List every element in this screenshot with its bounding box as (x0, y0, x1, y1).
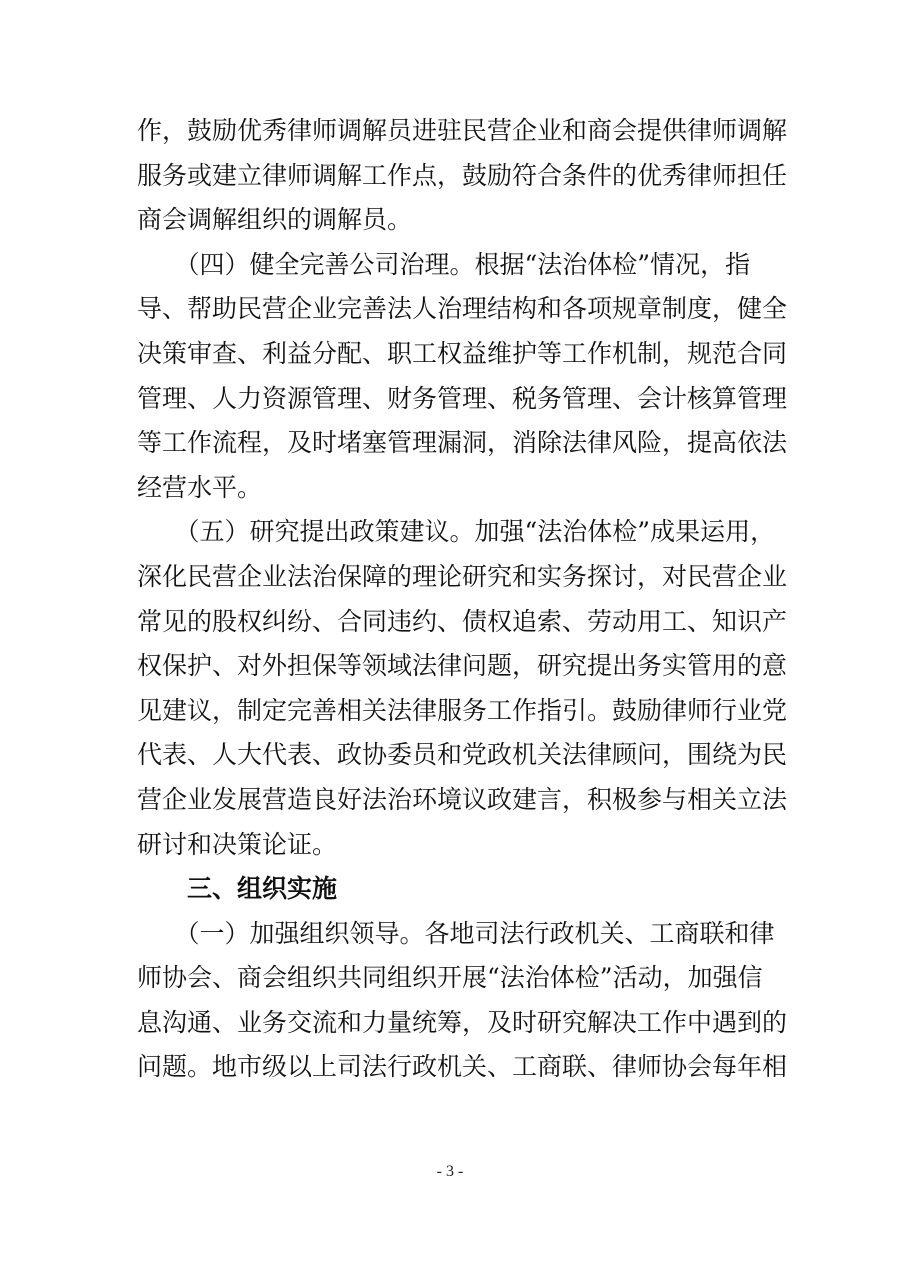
text-line: 常见的股权纠纷、合同违约、债权追索、劳动用工、知识产 (137, 606, 788, 636)
text-line: 师协会、商会组织共同组织开展“法治体检”活动，加强信 (137, 963, 763, 993)
text-line: 权保护、对外担保等领域法律问题，研究提出务实管用的意 (137, 651, 788, 681)
page-number: - 3 - (436, 1163, 464, 1180)
text-line: 营企业发展营造良好法治环境议政建言，积极参与相关立法 (137, 784, 788, 814)
text-line: （五）研究提出政策建议。加强“法治体检”成果运用， (137, 517, 776, 547)
text-line: （四）健全完善公司治理。根据“法治体检”情况，指 (137, 249, 751, 279)
text-line: 服务或建立律师调解工作点，鼓励符合条件的优秀律师担任 (137, 160, 788, 190)
text-line: 作，鼓励优秀律师调解员进驻民营企业和商会提供律师调解 (137, 116, 788, 145)
body-text (137, 109, 788, 1090)
text-line: 问题。地市级以上司法行政机关、工商联、律师协会每年相 (137, 1052, 788, 1082)
text-line: 见建议，制定完善相关法律服务工作指引。鼓励律师行业党 (137, 695, 788, 725)
text-line: （一）加强组织领导。各地司法行政机关、工商联和律 (137, 918, 775, 948)
text-line: 深化民营企业法治保障的理论研究和实务探讨，对民营企业 (137, 561, 788, 591)
text-line: 决策审查、利益分配、职工权益维护等工作机制，规范合同 (137, 338, 788, 368)
text-line: 代表、人大代表、政协委员和党政机关法律顾问，围绕为民 (137, 740, 788, 770)
section-heading: 三、组织实施 (137, 874, 338, 904)
text-line: 商会调解组织的调解员。 (137, 205, 413, 235)
text-line: 导、帮助民营企业完善法人治理结构和各项规章制度，健全 (137, 294, 788, 324)
text-line: 息沟通、业务交流和力量统筹，及时研究解决工作中遇到的 (137, 1007, 788, 1037)
text-line: 管理、人力资源管理、财务管理、税务管理、会计核算管理 (137, 383, 788, 413)
text-line: 经营水平。 (137, 472, 263, 502)
text-line: 研讨和决策论证。 (137, 829, 338, 859)
text-line: 等工作流程，及时堵塞管理漏洞，消除法律风险，提高依法 (137, 428, 788, 458)
